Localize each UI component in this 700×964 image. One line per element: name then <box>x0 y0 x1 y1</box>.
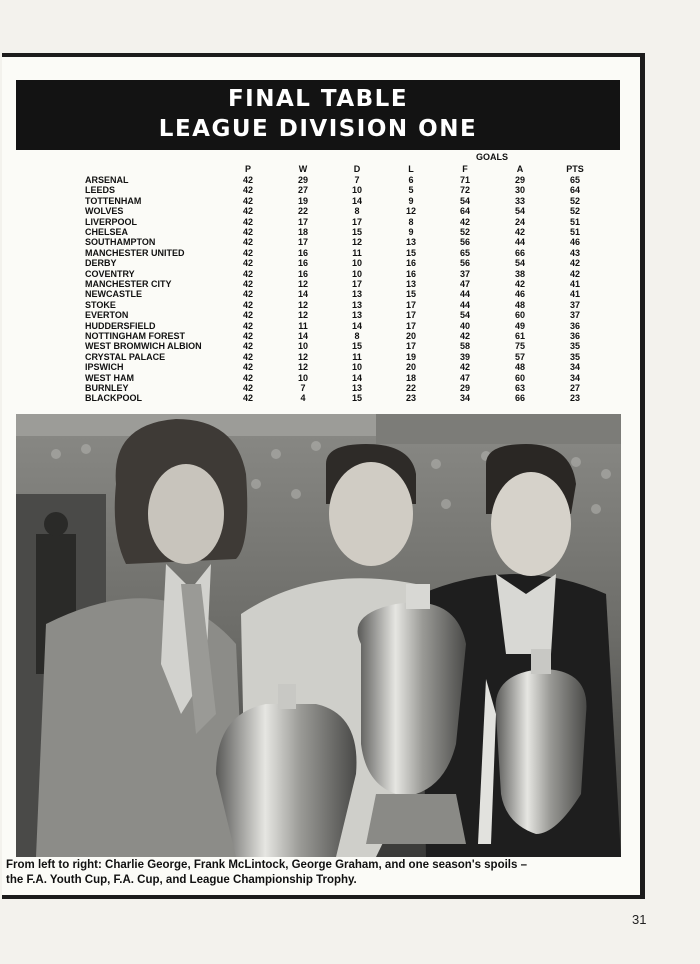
stat-f: 64 <box>459 206 470 217</box>
stat-p: 42 <box>242 247 253 258</box>
table-row <box>0 258 640 268</box>
goals-column-group-header: GOALS <box>476 152 509 162</box>
table-row <box>0 373 640 383</box>
stat-w: 16 <box>297 258 308 269</box>
team-name: COVENTRY <box>85 268 135 279</box>
stat-pts: 65 <box>569 175 580 185</box>
stat-p: 42 <box>242 372 253 383</box>
stat-d: 11 <box>352 247 362 258</box>
stat-w: 10 <box>297 341 308 352</box>
stat-p: 42 <box>242 237 253 248</box>
stat-f: 39 <box>459 351 470 362</box>
stat-p: 42 <box>242 299 253 310</box>
stat-a: 46 <box>514 289 525 300</box>
team-name: MANCHESTER UNITED <box>85 247 185 258</box>
photo-caption <box>6 858 636 888</box>
table-row <box>0 289 640 299</box>
team-name: LEEDS <box>85 185 116 196</box>
team-name: IPSWICH <box>85 362 124 373</box>
stat-f: 42 <box>459 216 470 227</box>
stat-pts: 36 <box>569 331 580 341</box>
stat-l: 19 <box>405 351 416 362</box>
stat-d: 13 <box>351 289 362 300</box>
team-name: BLACKPOOL <box>85 393 142 404</box>
team-name: CHELSEA <box>85 227 129 237</box>
stat-p: 42 <box>242 310 253 321</box>
stat-w: 14 <box>297 331 308 341</box>
stat-d: 11 <box>352 351 362 362</box>
stat-p: 42 <box>242 216 253 227</box>
stat-pts: 51 <box>569 216 580 227</box>
stat-pts: 43 <box>569 247 580 258</box>
stat-l: 20 <box>405 331 416 341</box>
stat-a: 66 <box>514 247 525 258</box>
stat-f: 54 <box>459 310 470 321</box>
stat-d: 13 <box>351 383 362 393</box>
table-row <box>0 279 640 289</box>
stat-w: 4 <box>300 393 306 404</box>
team-name: MANCHESTER CITY <box>85 279 172 289</box>
table-row <box>0 393 640 403</box>
team-name: HUDDERSFIELD <box>85 320 156 331</box>
stat-w: 17 <box>297 237 308 248</box>
stat-l: 17 <box>405 310 416 321</box>
column-header-w: W <box>298 164 308 174</box>
table-row <box>0 196 640 206</box>
stat-pts: 52 <box>569 206 580 217</box>
stat-a: 61 <box>514 331 525 341</box>
stat-f: 72 <box>459 185 470 196</box>
team-name: WEST HAM <box>85 372 134 383</box>
stat-a: 42 <box>514 279 525 289</box>
stat-l: 20 <box>405 362 416 373</box>
stat-a: 44 <box>514 237 525 248</box>
stat-p: 42 <box>242 185 253 196</box>
table-row <box>0 321 640 331</box>
stat-d: 14 <box>351 320 362 331</box>
stat-l: 16 <box>405 268 416 279</box>
stat-a: 54 <box>514 258 525 269</box>
title-line-1: FINAL TABLE <box>227 86 409 112</box>
stat-p: 42 <box>242 320 253 331</box>
stat-p: 42 <box>242 268 253 279</box>
stat-a: 63 <box>514 383 525 393</box>
stat-l: 22 <box>405 383 416 393</box>
stat-f: 34 <box>459 393 470 404</box>
stat-f: 44 <box>459 299 470 310</box>
stat-a: 54 <box>514 206 525 217</box>
stat-a: 30 <box>514 185 525 196</box>
stat-d: 8 <box>354 331 360 341</box>
stat-d: 14 <box>351 372 362 383</box>
stat-d: 10 <box>351 258 362 269</box>
table-row <box>0 362 640 372</box>
stat-pts: 42 <box>569 268 580 279</box>
stat-w: 18 <box>297 227 308 237</box>
stat-p: 42 <box>242 341 253 352</box>
team-name: LIVERPOOL <box>85 216 138 227</box>
stat-d: 10 <box>351 268 362 279</box>
table-row <box>0 227 640 237</box>
stat-a: 75 <box>514 341 525 352</box>
team-name: TOTTENHAM <box>85 195 142 206</box>
team-name: DERBY <box>85 258 117 269</box>
stat-f: 42 <box>459 362 470 373</box>
stat-l: 5 <box>408 185 414 196</box>
stat-pts: 36 <box>569 320 580 331</box>
column-header-f: F <box>462 164 468 174</box>
stat-f: 58 <box>459 341 470 352</box>
stat-w: 12 <box>297 362 308 373</box>
stat-w: 16 <box>297 268 308 279</box>
stat-pts: 42 <box>569 258 580 269</box>
table-row <box>0 175 640 185</box>
title-line-2: LEAGUE DIVISION ONE <box>158 116 478 142</box>
stat-pts: 35 <box>569 341 580 352</box>
stat-d: 12 <box>351 237 362 248</box>
stat-d: 8 <box>354 206 360 217</box>
column-header-d: D <box>353 164 361 174</box>
stat-pts: 35 <box>569 351 580 362</box>
stat-p: 42 <box>242 393 253 404</box>
stat-f: 56 <box>459 258 470 269</box>
stat-l: 23 <box>405 393 416 404</box>
team-photo <box>16 414 621 857</box>
stat-w: 11 <box>298 320 308 331</box>
stat-p: 42 <box>242 279 253 289</box>
stat-w: 27 <box>297 185 308 196</box>
table-row <box>0 310 640 320</box>
stat-d: 13 <box>351 299 362 310</box>
stat-d: 15 <box>351 341 362 352</box>
stat-pts: 52 <box>569 195 580 206</box>
stat-pts: 37 <box>569 299 580 310</box>
title-banner <box>16 80 620 150</box>
stat-f: 40 <box>459 320 470 331</box>
team-name: WEST BROMWICH ALBION <box>85 341 202 352</box>
team-name: CRYSTAL PALACE <box>85 351 166 362</box>
stat-d: 10 <box>351 362 362 373</box>
table-row <box>0 383 640 393</box>
table-row <box>0 341 640 351</box>
stat-l: 12 <box>405 206 416 217</box>
team-name: SOUTHAMPTON <box>85 237 156 248</box>
stat-f: 44 <box>459 289 470 300</box>
stat-l: 6 <box>408 175 414 185</box>
stat-w: 10 <box>297 372 308 383</box>
stat-a: 60 <box>514 310 525 321</box>
team-photo-illustration <box>16 414 621 857</box>
stat-pts: 37 <box>569 310 580 321</box>
stat-w: 12 <box>297 279 308 289</box>
stat-d: 17 <box>351 216 362 227</box>
stat-l: 17 <box>405 299 416 310</box>
page-number: 31 <box>632 912 647 927</box>
stat-f: 29 <box>459 383 470 393</box>
stat-a: 60 <box>514 372 525 383</box>
stat-f: 52 <box>459 227 470 237</box>
stat-pts: 64 <box>569 185 580 196</box>
stat-a: 29 <box>514 175 525 185</box>
stat-a: 48 <box>514 362 525 373</box>
stat-d: 7 <box>354 175 360 185</box>
stat-l: 9 <box>408 227 414 237</box>
table-row <box>0 217 640 227</box>
stat-a: 42 <box>514 227 525 237</box>
stat-l: 8 <box>408 216 414 227</box>
stat-pts: 51 <box>569 227 580 237</box>
stat-p: 42 <box>242 383 253 393</box>
stat-f: 54 <box>459 195 470 206</box>
stat-l: 16 <box>405 258 416 269</box>
stat-p: 42 <box>242 206 253 217</box>
caption-line-1: From left to right: Charlie George, Frank McLintock, George Graham, and one season's spoils – <box>6 859 527 871</box>
stat-w: 29 <box>297 175 308 185</box>
stat-f: 71 <box>459 175 470 185</box>
table-row <box>0 206 640 216</box>
stat-a: 48 <box>514 299 525 310</box>
stat-a: 33 <box>514 195 525 206</box>
stat-a: 66 <box>514 393 525 404</box>
column-header-p: P <box>244 164 251 174</box>
stat-p: 42 <box>242 331 253 341</box>
stat-pts: 41 <box>569 289 580 300</box>
stat-d: 13 <box>351 310 362 321</box>
stat-w: 19 <box>297 195 308 206</box>
stat-d: 17 <box>351 279 362 289</box>
stat-w: 12 <box>297 299 308 310</box>
team-name: EVERTON <box>85 310 129 321</box>
column-header-a: A <box>516 164 524 174</box>
stat-w: 17 <box>297 216 308 227</box>
table-row <box>0 248 640 258</box>
stat-l: 17 <box>405 320 416 331</box>
table-row <box>0 331 640 341</box>
stat-pts: 46 <box>569 237 580 248</box>
table-row <box>0 269 640 279</box>
table-row <box>0 185 640 195</box>
stat-f: 47 <box>459 372 470 383</box>
stat-l: 9 <box>408 195 414 206</box>
stat-w: 22 <box>297 206 308 217</box>
table-row <box>0 352 640 362</box>
stat-l: 13 <box>405 279 416 289</box>
stat-p: 42 <box>242 362 253 373</box>
stat-d: 15 <box>351 393 362 404</box>
team-name: NEWCASTLE <box>85 289 142 300</box>
stat-f: 47 <box>459 279 470 289</box>
stat-f: 37 <box>459 268 470 279</box>
stat-p: 42 <box>242 351 253 362</box>
stat-w: 16 <box>297 247 308 258</box>
column-header-pts: PTS <box>566 164 584 174</box>
team-name: BURNLEY <box>85 383 129 393</box>
stat-l: 13 <box>405 237 416 248</box>
caption-line-2: the F.A. Youth Cup, F.A. Cup, and League Championship Trophy. <box>6 874 357 886</box>
stat-d: 14 <box>351 195 362 206</box>
column-header-l: L <box>408 164 414 174</box>
stat-pts: 23 <box>569 393 580 404</box>
team-name: NOTTINGHAM FOREST <box>85 331 185 341</box>
stat-a: 49 <box>514 320 525 331</box>
stat-p: 42 <box>242 175 253 185</box>
stat-w: 14 <box>297 289 308 300</box>
stat-p: 42 <box>242 258 253 269</box>
team-name: ARSENAL <box>85 175 129 185</box>
team-name: STOKE <box>85 299 116 310</box>
stat-a: 57 <box>514 351 525 362</box>
stat-w: 12 <box>297 351 308 362</box>
stat-l: 15 <box>405 289 416 300</box>
table-row <box>0 300 640 310</box>
stat-l: 18 <box>405 372 416 383</box>
stat-f: 42 <box>459 331 470 341</box>
stat-pts: 34 <box>569 372 580 383</box>
stat-w: 12 <box>297 310 308 321</box>
stat-pts: 34 <box>569 362 580 373</box>
stat-a: 38 <box>514 268 525 279</box>
stat-p: 42 <box>242 227 253 237</box>
stat-p: 42 <box>242 289 253 300</box>
stat-l: 15 <box>405 247 416 258</box>
table-row <box>0 237 640 247</box>
stat-f: 65 <box>459 247 470 258</box>
stat-l: 17 <box>405 341 416 352</box>
stat-d: 15 <box>351 227 362 237</box>
stat-pts: 27 <box>569 383 580 393</box>
stat-d: 10 <box>351 185 362 196</box>
team-name: WOLVES <box>85 206 124 217</box>
stat-w: 7 <box>300 383 306 393</box>
stat-f: 56 <box>459 237 470 248</box>
stat-pts: 41 <box>569 279 580 289</box>
stat-p: 42 <box>242 195 253 206</box>
stat-a: 24 <box>514 216 525 227</box>
